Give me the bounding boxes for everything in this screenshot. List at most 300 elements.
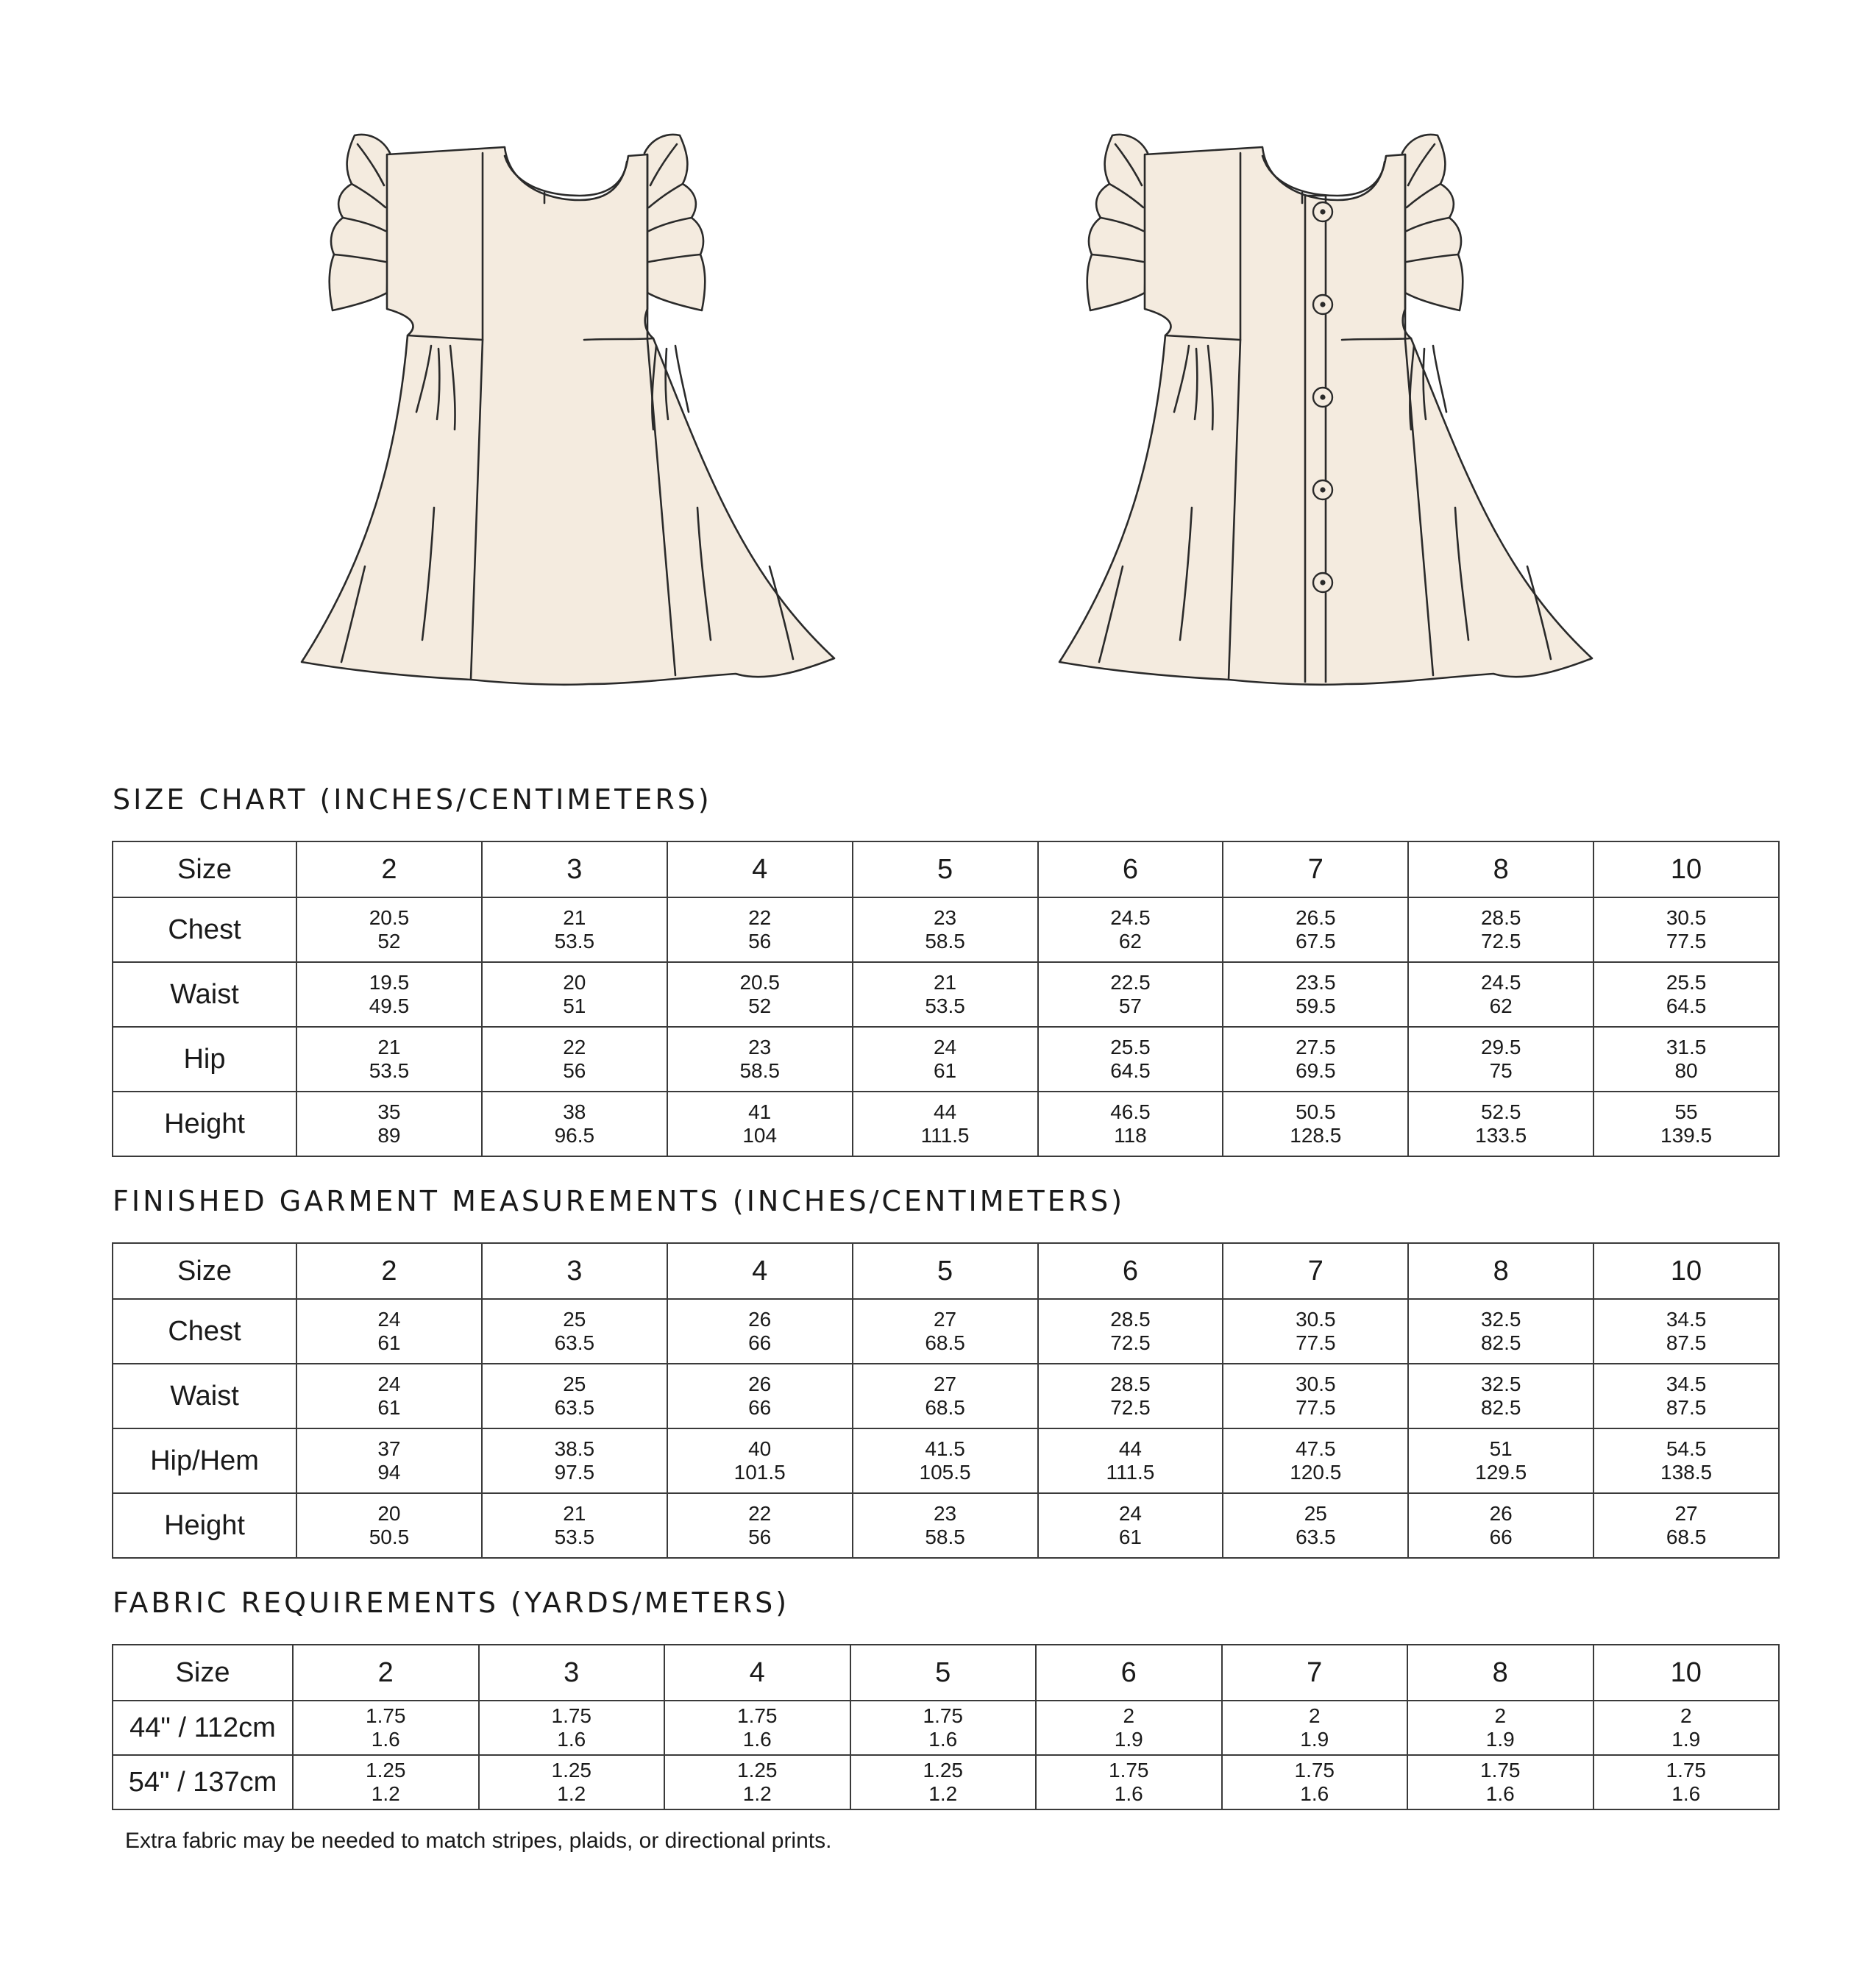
measurement-cell	[482, 1092, 667, 1156]
metric-value: 118	[1114, 1124, 1147, 1147]
imperial-value: 25.5	[1110, 1036, 1151, 1058]
measurement-cell	[1223, 1493, 1408, 1558]
metric-value: 59.5	[1296, 994, 1336, 1017]
metric-value: 82.5	[1480, 1396, 1521, 1419]
metric-value: 63.5	[554, 1331, 595, 1354]
size-column-header: 6	[1038, 841, 1223, 897]
metric-value: 129.5	[1475, 1461, 1527, 1484]
imperial-value: 1.75	[923, 1704, 963, 1727]
size-header-cell: Size	[113, 841, 296, 897]
measurement-cell	[667, 962, 853, 1027]
measurement-cell	[1408, 1027, 1593, 1092]
imperial-value: 34.5	[1666, 1373, 1707, 1395]
imperial-value: 1.75	[366, 1704, 406, 1727]
metric-value: 56	[748, 1526, 772, 1548]
metric-value: 82.5	[1480, 1331, 1521, 1354]
dress-illustrations	[0, 0, 1876, 736]
metric-value: 87.5	[1666, 1396, 1707, 1419]
measurement-cell	[667, 1493, 853, 1558]
measurement-cell	[1223, 962, 1408, 1027]
size-column-header: 10	[1593, 1243, 1779, 1299]
imperial-value: 26	[748, 1308, 772, 1331]
metric-value: 51	[563, 994, 586, 1017]
imperial-value: 1.75	[1666, 1759, 1706, 1782]
measurement-cell	[1038, 1428, 1223, 1493]
measurement-cell	[853, 1027, 1038, 1092]
row-label: Height	[113, 1092, 296, 1156]
measurement-cell	[296, 962, 482, 1027]
metric-value: 75	[1489, 1059, 1513, 1082]
imperial-value: 25	[563, 1373, 586, 1395]
metric-value: 1.6	[742, 1728, 772, 1751]
table-row	[113, 1092, 1779, 1156]
table-row	[113, 1428, 1779, 1493]
imperial-value: 23	[748, 1036, 772, 1058]
row-label: 54" / 137cm	[113, 1755, 293, 1809]
size-column-header: 4	[667, 841, 853, 897]
size-column-header: 5	[853, 1243, 1038, 1299]
imperial-value: 28.5	[1480, 906, 1521, 929]
fabric-requirements-header-row	[113, 1645, 1779, 1701]
size-column-header: 4	[667, 1243, 853, 1299]
measurement-cell	[293, 1755, 479, 1809]
imperial-value: 24	[1118, 1502, 1143, 1525]
imperial-value: 20.5	[369, 906, 410, 929]
imperial-value: 2	[1308, 1704, 1321, 1727]
metric-value: 66	[748, 1331, 772, 1354]
metric-value: 67.5	[1296, 930, 1336, 953]
measurement-cell	[482, 962, 667, 1027]
imperial-value: 27	[1674, 1502, 1698, 1525]
measurement-cell	[1593, 1299, 1779, 1364]
measurement-cell	[1593, 897, 1779, 962]
row-label: Waist	[113, 962, 296, 1027]
measurement-cell	[1408, 1493, 1593, 1558]
metric-value: 53.5	[925, 994, 965, 1017]
measurement-cell	[853, 1092, 1038, 1156]
measurement-cell	[479, 1701, 665, 1755]
measurement-cell	[853, 1364, 1038, 1428]
size-chart-header-row	[113, 841, 1779, 897]
measurement-cell	[667, 1364, 853, 1428]
metric-value: 63.5	[554, 1396, 595, 1419]
size-column-header: 3	[482, 841, 667, 897]
imperial-value: 23	[933, 906, 957, 929]
imperial-value: 20	[377, 1502, 401, 1525]
imperial-value: 37	[377, 1437, 401, 1460]
measurement-cell	[296, 1428, 482, 1493]
metric-value: 1.2	[742, 1782, 772, 1805]
imperial-value: 50.5	[1296, 1100, 1336, 1123]
metric-value: 62	[1118, 930, 1143, 953]
measurement-cell	[1223, 1428, 1408, 1493]
measurement-cell	[853, 1299, 1038, 1364]
size-column-header: 5	[850, 1645, 1037, 1701]
size-column-header: 10	[1593, 841, 1779, 897]
measurement-cell	[296, 1364, 482, 1428]
metric-value: 68.5	[1666, 1526, 1707, 1548]
metric-value: 133.5	[1475, 1124, 1527, 1147]
imperial-value: 29.5	[1480, 1036, 1521, 1058]
metric-value: 1.6	[557, 1728, 586, 1751]
table-row	[113, 897, 1779, 962]
measurement-cell	[667, 1027, 853, 1092]
measurement-cell	[667, 1428, 853, 1493]
imperial-value: 31.5	[1666, 1036, 1707, 1058]
size-column-header: 7	[1223, 1243, 1408, 1299]
measurement-cell	[667, 1299, 853, 1364]
imperial-value: 32.5	[1480, 1308, 1521, 1331]
imperial-value: 1.25	[923, 1759, 963, 1782]
metric-value: 87.5	[1666, 1331, 1707, 1354]
measurement-cell	[482, 1364, 667, 1428]
size-column-header: 2	[296, 841, 482, 897]
imperial-value: 25	[1304, 1502, 1327, 1525]
metric-value: 58.5	[925, 1526, 965, 1548]
metric-value: 61	[933, 1059, 957, 1082]
metric-value: 63.5	[1296, 1526, 1336, 1548]
imperial-value: 21	[377, 1036, 401, 1058]
size-header-cell: Size	[113, 1645, 293, 1701]
metric-value: 52	[377, 930, 401, 953]
imperial-value: 38	[563, 1100, 586, 1123]
row-label: Chest	[113, 1299, 296, 1364]
table-row	[113, 1364, 1779, 1428]
fabric-requirements-title: FABRIC REQUIREMENTS (YARDS/METERS)	[113, 1587, 790, 1619]
imperial-value: 1.25	[737, 1759, 778, 1782]
metric-value: 53.5	[369, 1059, 410, 1082]
metric-value: 104	[742, 1124, 778, 1147]
metric-value: 50.5	[369, 1526, 410, 1548]
metric-value: 53.5	[554, 930, 595, 953]
dress-front-illustration	[302, 135, 834, 685]
measurement-cell	[1223, 1027, 1408, 1092]
imperial-value: 26	[1489, 1502, 1513, 1525]
metric-value: 1.9	[1300, 1728, 1329, 1751]
metric-value: 77.5	[1296, 1396, 1336, 1419]
imperial-value: 44	[1118, 1437, 1143, 1460]
size-column-header: 6	[1036, 1645, 1222, 1701]
imperial-value: 1.75	[1294, 1759, 1335, 1782]
metric-value: 61	[1118, 1526, 1143, 1548]
measurement-cell	[482, 897, 667, 962]
measurement-cell	[1222, 1701, 1408, 1755]
imperial-value: 40	[748, 1437, 772, 1460]
metric-value: 89	[377, 1124, 401, 1147]
measurement-cell	[1593, 1027, 1779, 1092]
imperial-value: 1.75	[551, 1704, 591, 1727]
metric-value: 1.9	[1485, 1728, 1515, 1751]
row-label: Hip/Hem	[113, 1428, 296, 1493]
metric-value: 105.5	[919, 1461, 971, 1484]
measurement-cell	[853, 897, 1038, 962]
size-column-header: 2	[296, 1243, 482, 1299]
measurement-cell	[667, 897, 853, 962]
imperial-value: 26	[748, 1373, 772, 1395]
metric-value: 97.5	[554, 1461, 595, 1484]
metric-value: 57	[1118, 994, 1143, 1017]
metric-value: 61	[377, 1396, 401, 1419]
measurement-cell	[853, 962, 1038, 1027]
size-column-header: 2	[293, 1645, 479, 1701]
metric-value: 64.5	[1110, 1059, 1151, 1082]
row-label: 44" / 112cm	[113, 1701, 293, 1755]
table-row	[113, 1493, 1779, 1558]
imperial-value: 25.5	[1666, 971, 1707, 994]
size-column-header: 10	[1593, 1645, 1780, 1701]
measurement-cell	[1593, 1364, 1779, 1428]
metric-value: 56	[748, 930, 772, 953]
imperial-value: 20.5	[739, 971, 780, 994]
measurement-cell	[1408, 1299, 1593, 1364]
imperial-value: 25	[563, 1308, 586, 1331]
imperial-value: 2	[1494, 1704, 1507, 1727]
measurement-cell	[1036, 1701, 1222, 1755]
measurement-cell	[1038, 1299, 1223, 1364]
imperial-value: 24	[377, 1373, 401, 1395]
metric-value: 66	[1489, 1526, 1513, 1548]
measurement-cell	[850, 1701, 1037, 1755]
metric-value: 80	[1674, 1059, 1698, 1082]
imperial-value: 23.5	[1296, 971, 1336, 994]
size-chart-table	[112, 841, 1780, 1157]
metric-value: 1.6	[1485, 1782, 1515, 1805]
measurement-cell	[1407, 1701, 1593, 1755]
measurement-cell	[1222, 1755, 1408, 1809]
imperial-value: 27	[933, 1373, 957, 1395]
measurement-cell	[1408, 1092, 1593, 1156]
measurement-cell	[1038, 1092, 1223, 1156]
metric-value: 1.6	[1300, 1782, 1329, 1805]
metric-value: 128.5	[1290, 1124, 1342, 1147]
size-column-header: 3	[479, 1645, 665, 1701]
metric-value: 139.5	[1660, 1124, 1713, 1147]
fabric-requirements-table	[112, 1644, 1780, 1810]
metric-value: 1.9	[1114, 1728, 1143, 1751]
measurement-cell	[296, 897, 482, 962]
row-label: Hip	[113, 1027, 296, 1092]
table-row	[113, 962, 1779, 1027]
measurement-cell	[1223, 1364, 1408, 1428]
size-chart-title: SIZE CHART (INCHES/CENTIMETERS)	[113, 783, 712, 816]
imperial-value: 28.5	[1110, 1373, 1151, 1395]
size-column-header: 6	[1038, 1243, 1223, 1299]
metric-value: 138.5	[1660, 1461, 1713, 1484]
measurement-cell	[1038, 1493, 1223, 1558]
size-column-header: 5	[853, 841, 1038, 897]
imperial-value: 1.25	[551, 1759, 591, 1782]
measurement-cell	[296, 1493, 482, 1558]
measurement-cell	[296, 1299, 482, 1364]
metric-value: 58.5	[739, 1059, 780, 1082]
size-column-header: 8	[1408, 841, 1593, 897]
fabric-note: Extra fabric may be needed to match stripes, plaids, or directional prints.	[125, 1829, 832, 1853]
metric-value: 52	[748, 994, 772, 1017]
measurement-cell	[1408, 897, 1593, 962]
imperial-value: 21	[563, 906, 586, 929]
imperial-value: 21	[933, 971, 957, 994]
imperial-value: 51	[1489, 1437, 1513, 1460]
table-row	[113, 1755, 1779, 1809]
metric-value: 68.5	[925, 1396, 965, 1419]
size-column-header: 8	[1407, 1645, 1593, 1701]
measurement-cell	[1038, 1027, 1223, 1092]
imperial-value: 32.5	[1480, 1373, 1521, 1395]
measurement-cell	[482, 1493, 667, 1558]
row-label: Height	[113, 1493, 296, 1558]
imperial-value: 54.5	[1666, 1437, 1707, 1460]
imperial-value: 20	[563, 971, 586, 994]
metric-value: 111.5	[920, 1124, 970, 1147]
imperial-value: 30.5	[1666, 906, 1707, 929]
imperial-value: 21	[563, 1502, 586, 1525]
metric-value: 72.5	[1480, 930, 1521, 953]
imperial-value: 1.75	[1109, 1759, 1149, 1782]
metric-value: 72.5	[1110, 1331, 1151, 1354]
metric-value: 1.6	[928, 1728, 958, 1751]
measurement-cell	[1593, 1092, 1779, 1156]
imperial-value: 55	[1674, 1100, 1698, 1123]
measurement-cell	[1408, 1428, 1593, 1493]
metric-value: 64.5	[1666, 994, 1707, 1017]
imperial-value: 47.5	[1296, 1437, 1336, 1460]
imperial-value: 28.5	[1110, 1308, 1151, 1331]
imperial-value: 52.5	[1480, 1100, 1521, 1123]
measurement-cell	[1038, 962, 1223, 1027]
imperial-value: 26.5	[1296, 906, 1336, 929]
metric-value: 72.5	[1110, 1396, 1151, 1419]
imperial-value: 46.5	[1110, 1100, 1151, 1123]
table-row	[113, 1299, 1779, 1364]
measurement-cell	[667, 1092, 853, 1156]
imperial-value: 34.5	[1666, 1308, 1707, 1331]
metric-value: 1.2	[371, 1782, 400, 1805]
metric-value: 68.5	[925, 1331, 965, 1354]
imperial-value: 24	[377, 1308, 401, 1331]
size-column-header: 7	[1223, 841, 1408, 897]
measurement-cell	[1407, 1755, 1593, 1809]
imperial-value: 22.5	[1110, 971, 1151, 994]
measurement-cell	[1408, 962, 1593, 1027]
metric-value: 69.5	[1296, 1059, 1336, 1082]
table-row	[113, 1027, 1779, 1092]
metric-value: 62	[1489, 994, 1513, 1017]
measurement-cell	[853, 1428, 1038, 1493]
imperial-value: 23	[933, 1502, 957, 1525]
imperial-value: 2	[1123, 1704, 1135, 1727]
measurement-cell	[1036, 1755, 1222, 1809]
size-column-header: 7	[1222, 1645, 1408, 1701]
measurement-cell	[293, 1701, 479, 1755]
measurement-cell	[1223, 897, 1408, 962]
imperial-value: 27.5	[1296, 1036, 1336, 1058]
imperial-value: 30.5	[1296, 1373, 1336, 1395]
metric-value: 49.5	[369, 994, 410, 1017]
garment-measurements-header-row	[113, 1243, 1779, 1299]
imperial-value: 35	[377, 1100, 401, 1123]
size-column-header: 4	[664, 1645, 850, 1701]
measurement-cell	[1408, 1364, 1593, 1428]
measurement-cell	[664, 1701, 850, 1755]
measurement-cell	[296, 1027, 482, 1092]
imperial-value: 24.5	[1110, 906, 1151, 929]
metric-value: 58.5	[925, 930, 965, 953]
measurement-cell	[482, 1299, 667, 1364]
metric-value: 1.6	[371, 1728, 400, 1751]
measurement-cell	[1593, 1701, 1780, 1755]
metric-value: 111.5	[1106, 1461, 1155, 1484]
size-column-header: 3	[482, 1243, 667, 1299]
metric-value: 53.5	[554, 1526, 595, 1548]
table-row	[113, 1701, 1779, 1755]
measurement-cell	[1593, 962, 1779, 1027]
imperial-value: 24	[933, 1036, 957, 1058]
size-header-cell: Size	[113, 1243, 296, 1299]
imperial-value: 1.75	[737, 1704, 778, 1727]
dress-back-illustration	[1059, 135, 1592, 685]
measurement-cell	[664, 1755, 850, 1809]
metric-value: 77.5	[1666, 930, 1707, 953]
metric-value: 1.6	[1671, 1782, 1701, 1805]
metric-value: 66	[748, 1396, 772, 1419]
garment-measurements-title: FINISHED GARMENT MEASUREMENTS (INCHES/CENTIMETERS)	[113, 1185, 1126, 1217]
measurement-cell	[1223, 1299, 1408, 1364]
metric-value: 56	[563, 1059, 586, 1082]
metric-value: 1.2	[928, 1782, 958, 1805]
metric-value: 1.6	[1114, 1782, 1143, 1805]
imperial-value: 22	[748, 1502, 772, 1525]
imperial-value: 22	[748, 906, 772, 929]
measurement-cell	[1038, 1364, 1223, 1428]
imperial-value: 41.5	[925, 1437, 965, 1460]
measurement-cell	[850, 1755, 1037, 1809]
row-label: Chest	[113, 897, 296, 962]
measurement-cell	[853, 1493, 1038, 1558]
garment-measurements-table	[112, 1242, 1780, 1559]
metric-value: 94	[377, 1461, 401, 1484]
measurement-cell	[296, 1092, 482, 1156]
imperial-value: 27	[933, 1308, 957, 1331]
imperial-value: 41	[748, 1100, 772, 1123]
measurement-cell	[1223, 1092, 1408, 1156]
imperial-value: 38.5	[554, 1437, 595, 1460]
imperial-value: 2	[1680, 1704, 1692, 1727]
metric-value: 1.9	[1671, 1728, 1701, 1751]
imperial-value: 1.25	[366, 1759, 406, 1782]
imperial-value: 19.5	[369, 971, 410, 994]
metric-value: 101.5	[733, 1461, 786, 1484]
size-column-header: 8	[1408, 1243, 1593, 1299]
measurement-cell	[1593, 1428, 1779, 1493]
measurement-cell	[1593, 1493, 1779, 1558]
row-label: Waist	[113, 1364, 296, 1428]
measurement-cell	[1038, 897, 1223, 962]
imperial-value: 24.5	[1480, 971, 1521, 994]
measurement-cell	[482, 1027, 667, 1092]
metric-value: 1.2	[557, 1782, 586, 1805]
metric-value: 61	[377, 1331, 401, 1354]
metric-value: 120.5	[1290, 1461, 1342, 1484]
imperial-value: 30.5	[1296, 1308, 1336, 1331]
measurement-cell	[479, 1755, 665, 1809]
metric-value: 77.5	[1296, 1331, 1336, 1354]
imperial-value: 22	[563, 1036, 586, 1058]
metric-value: 96.5	[554, 1124, 595, 1147]
measurement-cell	[482, 1428, 667, 1493]
measurement-cell	[1593, 1755, 1780, 1809]
imperial-value: 1.75	[1480, 1759, 1521, 1782]
imperial-value: 44	[933, 1100, 957, 1123]
